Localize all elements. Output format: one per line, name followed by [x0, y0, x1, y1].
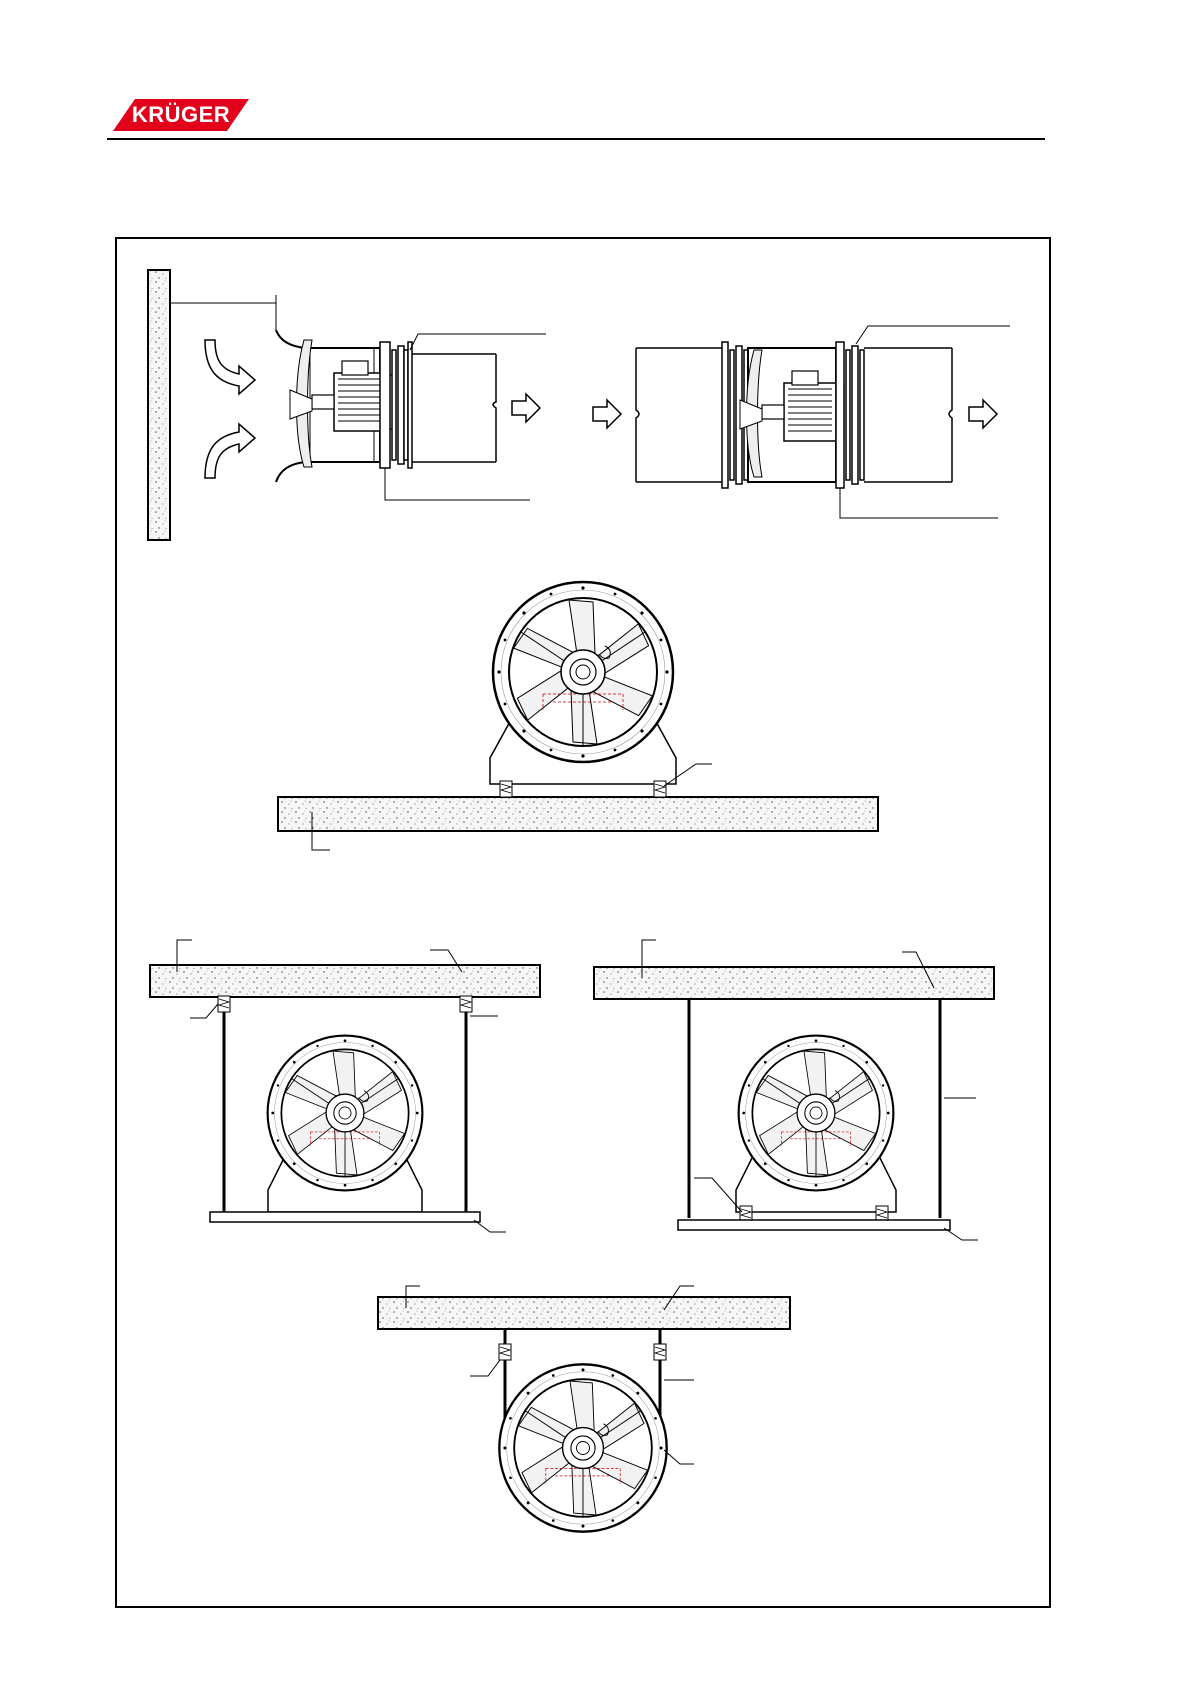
inlet-duct	[636, 348, 722, 482]
outlet-duct	[412, 354, 496, 462]
duct-inline-side-view	[593, 326, 1010, 518]
axial-fan-front-icon	[493, 582, 673, 762]
vibration-isolator	[500, 781, 512, 797]
airflow-arrow-icon	[593, 400, 621, 428]
airflow-arrow-icon	[205, 340, 255, 394]
vibration-isolator	[654, 781, 666, 797]
connector-leader-top	[856, 326, 1010, 344]
axial-fan-front-icon	[268, 1036, 423, 1191]
ceiling-suspended-platform-view	[150, 940, 540, 1232]
hanger-isolator	[654, 1344, 666, 1360]
airflow-arrow-icon	[969, 400, 997, 428]
ceiling-suspended-rod-view	[378, 1286, 790, 1532]
airflow-arrow-icon	[205, 424, 255, 478]
support-platform	[210, 1212, 480, 1222]
duct-inlet-side-view	[148, 270, 546, 540]
connector-leader-top	[410, 334, 546, 350]
outlet-flexible-connector	[836, 342, 864, 488]
connector-leader-bottom	[840, 488, 998, 518]
outlet-duct	[864, 348, 952, 482]
airflow-arrow-icon	[512, 394, 540, 422]
ceiling-slab	[150, 965, 540, 997]
floor-mounted-front-view	[278, 582, 878, 850]
hanger-isolator	[499, 1344, 511, 1360]
connector-leader-bottom	[385, 468, 530, 500]
axial-fan-front-icon	[499, 1364, 666, 1531]
support-platform	[678, 1220, 950, 1230]
axial-fan-front-icon	[739, 1036, 894, 1191]
wall-section	[148, 270, 170, 540]
hanger-isolator	[460, 996, 472, 1012]
ceiling-slab	[378, 1297, 790, 1329]
logo-wordmark: KRÜGER	[131, 102, 231, 127]
floor-slab	[278, 797, 878, 831]
hanger-isolator	[218, 996, 230, 1012]
ceiling-suspended-isolated-platform-view	[594, 940, 994, 1240]
flexible-connector	[380, 342, 412, 468]
ceiling-slab	[594, 967, 994, 999]
